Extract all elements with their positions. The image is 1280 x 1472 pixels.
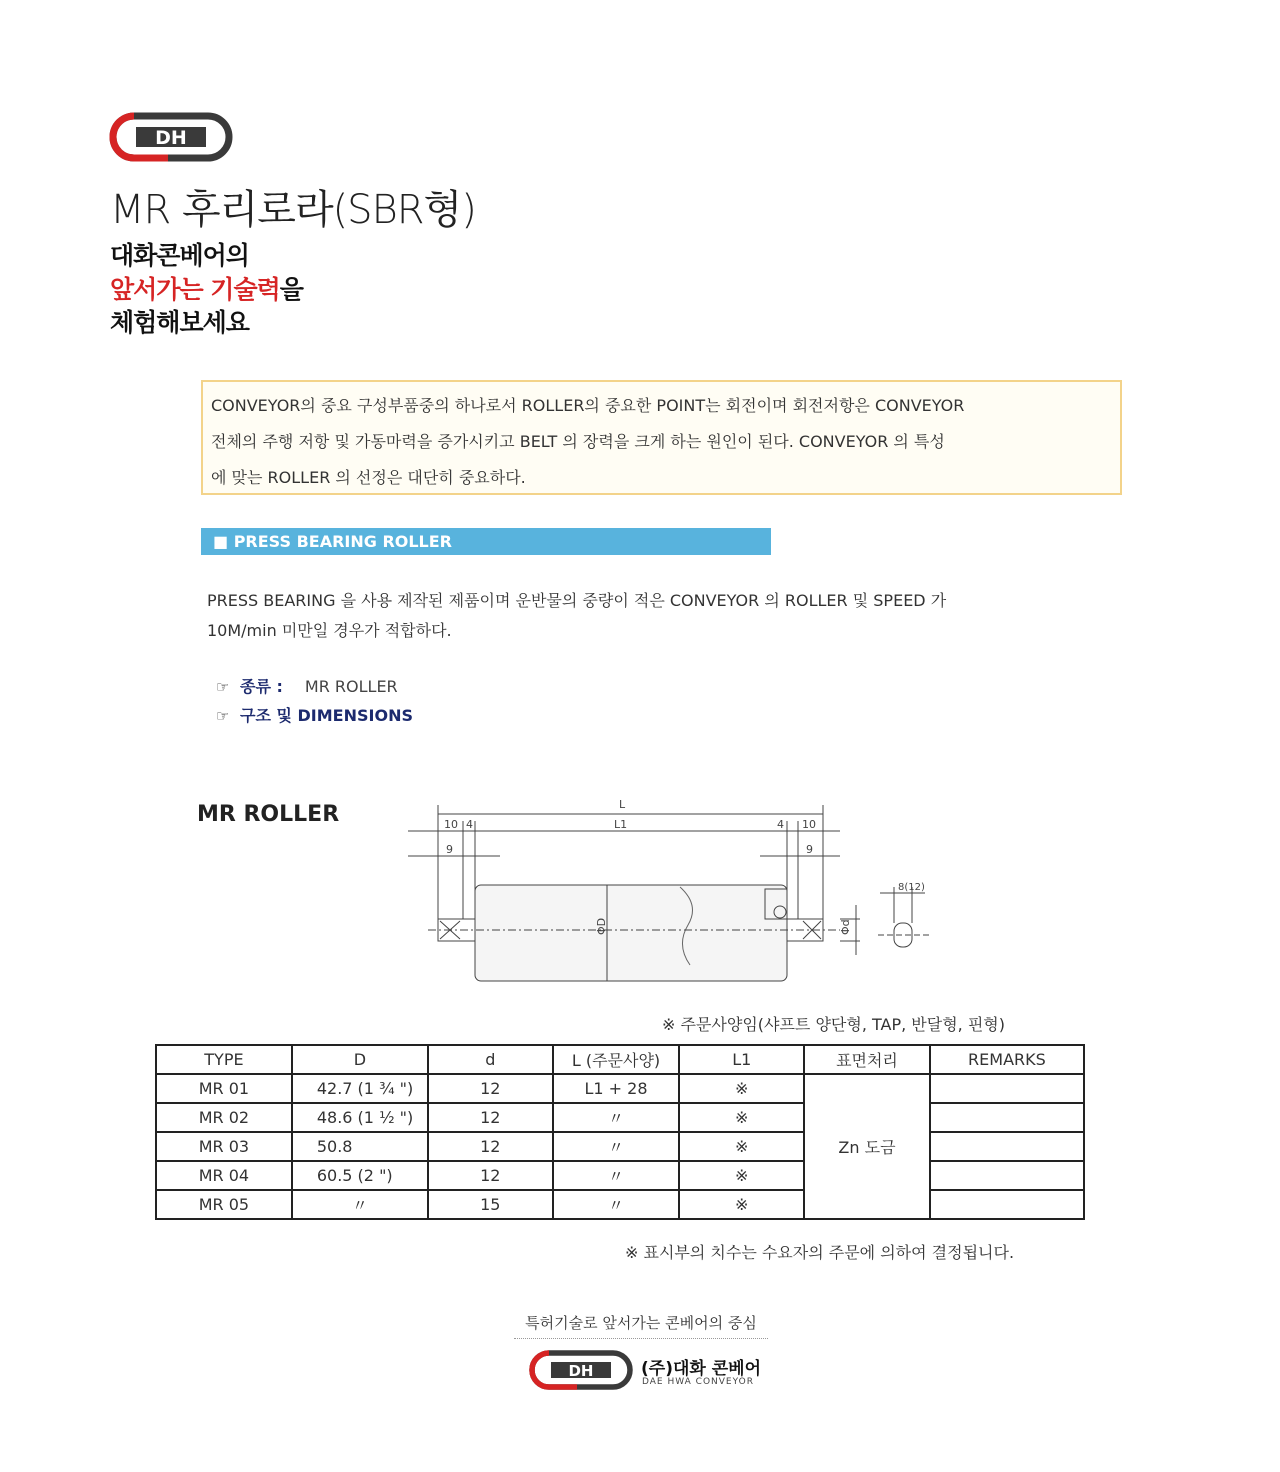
logo-text: DH (155, 127, 187, 149)
cell-surface: Zn 도금 (804, 1074, 930, 1219)
cell-L: 〃 (553, 1132, 680, 1161)
dim-L: L (619, 798, 626, 811)
dim-9-right: 9 (806, 843, 813, 856)
pointing-hand-icon: ☞ (216, 678, 230, 696)
cell-D: 〃 (292, 1190, 428, 1219)
cell-d: 12 (428, 1161, 553, 1190)
dim-10-right: 10 (802, 818, 816, 831)
table-row (156, 1103, 1084, 1132)
col-header-L1: L1 (679, 1045, 804, 1074)
cell-L: 〃 (553, 1161, 680, 1190)
cell-D: 60.5 (2 ") (292, 1161, 428, 1190)
cell-D: 42.7 (1 ¾ ") (292, 1074, 428, 1103)
kind-label: 종류 : (240, 677, 283, 696)
cell-type: MR 03 (156, 1132, 292, 1161)
footer-logo (529, 1350, 633, 1390)
cell-remarks (930, 1190, 1084, 1219)
col-header-remarks: REMARKS (930, 1045, 1084, 1074)
intro-box (201, 380, 1122, 495)
page-title: MR 후리로라(SBR형) (110, 187, 476, 233)
dim-4-right: 4 (777, 818, 784, 831)
spec-kind-row (216, 674, 398, 697)
table-header-row (156, 1045, 1084, 1074)
section-description: 10M/min 미만일 경우가 적합하다. (207, 621, 452, 640)
dim-d: Φd (839, 919, 852, 935)
company-name: (주)대화 콘베어 (641, 1359, 761, 1379)
tagline-suffix: 을 (279, 275, 303, 304)
col-header-d: d (428, 1045, 553, 1074)
dim-10-left: 10 (444, 818, 458, 831)
cell-L1: ※ (679, 1190, 804, 1219)
spec-structure-row (216, 703, 413, 726)
col-header-D: D (292, 1045, 428, 1074)
cell-D: 48.6 (1 ½ ") (292, 1103, 428, 1132)
kind-value: MR ROLLER (304, 677, 398, 696)
cell-L: 〃 (553, 1103, 680, 1132)
tagline-line2 (110, 270, 303, 306)
order-note: ※ 주문사양임(샤프트 양단형, TAP, 반달형, 핀형) (662, 1015, 1005, 1034)
cell-L1: ※ (679, 1103, 804, 1132)
section-description: PRESS BEARING 을 사용 제작된 제품이며 운반물의 중량이 적은 CONVEYOR 의 ROLLER 및 SPEED 가 (207, 591, 947, 610)
table-row (156, 1190, 1084, 1219)
cell-type: MR 02 (156, 1103, 292, 1132)
table-row (156, 1132, 1084, 1161)
dim-9-left: 9 (446, 843, 453, 856)
cell-d: 12 (428, 1132, 553, 1161)
cell-type: MR 04 (156, 1161, 292, 1190)
cell-L1: ※ (679, 1132, 804, 1161)
col-header-type: TYPE (156, 1045, 292, 1074)
tagline-line1: 대화콘베어의 (110, 241, 249, 270)
cell-remarks (930, 1103, 1084, 1132)
cell-d: 12 (428, 1074, 553, 1103)
company-logo (108, 112, 236, 162)
tagline-line3: 체험해보세요 (110, 308, 249, 337)
cell-remarks (930, 1132, 1084, 1161)
cell-type: MR 05 (156, 1190, 292, 1219)
intro-line: 전체의 주행 저항 및 가동마력을 증가시키고 BELT 의 장력을 크게 하는 원인이 된다. CONVEYOR 의 특성 (211, 432, 945, 451)
dim-slot: 8(12) (898, 882, 925, 893)
roller-drawing (400, 795, 940, 990)
cell-L1: ※ (679, 1074, 804, 1103)
cell-d: 15 (428, 1190, 553, 1219)
drawing-title: MR ROLLER (197, 802, 340, 827)
spec-table (155, 1044, 1085, 1220)
intro-line: 에 맞는 ROLLER 의 선정은 대단히 중요하다. (211, 468, 526, 487)
cell-D: 50.8 (292, 1132, 428, 1161)
dim-L1: L1 (614, 818, 628, 831)
cell-L1: ※ (679, 1161, 804, 1190)
cell-type: MR 01 (156, 1074, 292, 1103)
dim-D: ΦD (595, 917, 608, 935)
section-header (201, 528, 771, 555)
cell-remarks (930, 1074, 1084, 1103)
col-header-surface: 표면처리 (804, 1045, 930, 1074)
intro-line: CONVEYOR의 중요 구성부품중의 하나로서 ROLLER의 중요한 POINT는 회전이며 회전저항은 CONVEYOR (211, 396, 965, 415)
table-row (156, 1074, 1084, 1103)
section-title: ■ PRESS BEARING ROLLER (213, 532, 452, 551)
cell-d: 12 (428, 1103, 553, 1132)
col-header-L: L (주문사양) (553, 1045, 680, 1074)
dim-4-left: 4 (466, 818, 473, 831)
structure-label: 구조 및 DIMENSIONS (240, 706, 413, 725)
footer-slogan: 특허기술로 앞서가는 콘베어의 중심 (525, 1314, 757, 1332)
pointing-hand-icon: ☞ (216, 707, 230, 725)
cell-remarks (930, 1161, 1084, 1190)
table-row (156, 1161, 1084, 1190)
tagline-highlight: 앞서가는 기술력 (110, 275, 280, 304)
table-footnote: ※ 표시부의 치수는 수요자의 주문에 의하여 결정됩니다. (625, 1243, 1015, 1262)
company-name-en: DAE HWA CONVEYOR (642, 1377, 754, 1387)
cell-L: 〃 (553, 1190, 680, 1219)
cell-L: L1 + 28 (553, 1074, 680, 1103)
footer-divider (514, 1338, 768, 1339)
logo-text: DH (568, 1362, 594, 1380)
